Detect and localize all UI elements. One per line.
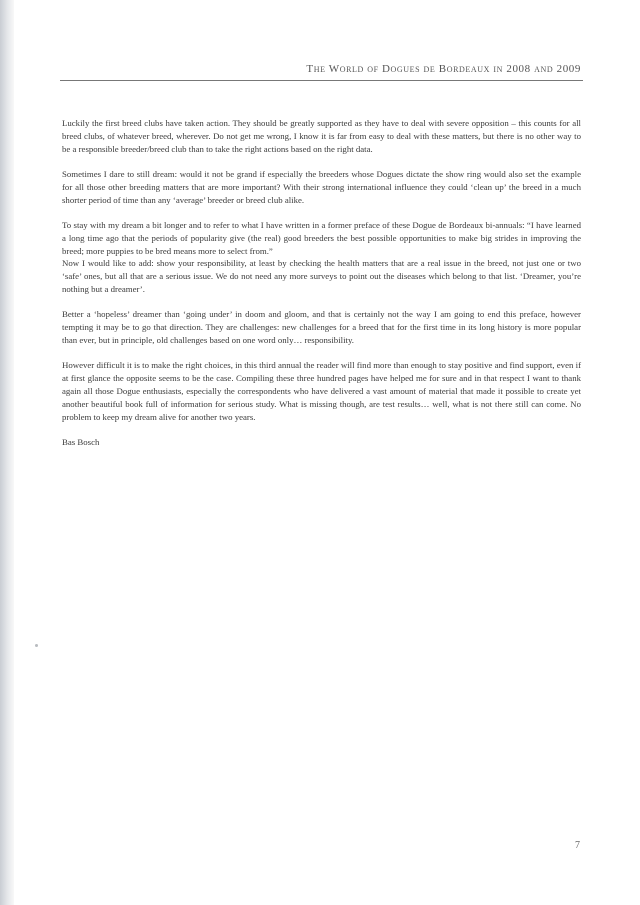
paragraph: Better a ‘hopeless’ dreamer than ‘going under’ in doom and gloom, and that is certainly not the way I am going to end this preface, however tempting it may be to go that direction. They are challenges: new challenges for a breed that for the first time in its long history is more popular than ever, but in principle, old challenges based on one word only… responsibility. <box>62 309 581 345</box>
paragraph: Now I would like to add: show your responsibility, at least by checking the health matters that are a real issue in the breed, not just one or two ‘safe’ ones, but all that are a serious issue. We do not need any more surveys to point out the diseases which belong to that list. ‘Dreamer, you’re nothing but a dreamer’. <box>62 258 581 294</box>
running-header-title: The World of Dogues de Bordeaux in 2008 and 2009 <box>306 63 581 75</box>
scan-speck <box>35 644 38 647</box>
body-text <box>62 117 581 461</box>
author-signature: Bas Bosch <box>62 436 100 447</box>
paragraph: Sometimes I dare to still dream: would it not be grand if especially the breeders whose Dogues dictate the show ring would also set the example for all those other breeding matters that are more important? With their strong international influence they could ‘clean up’ the breed in a much shorter period of time than any ‘average’ breeder or breed club alike. <box>62 168 581 205</box>
paragraph: To stay with my dream a bit longer and to refer to what I have written in a former preface of these Dogue de Bordeaux bi-annuals: “I have learned a long time ago that the periods of popularity give (the real) good breeders the best possible opportunities to make big strides in improving the breed; more puppies to be bred means more to select from.” <box>62 219 581 256</box>
scan-edge-shadow <box>0 0 14 905</box>
header-rule <box>60 80 583 81</box>
page-number: 7 <box>575 840 580 851</box>
paragraph: Luckily the first breed clubs have taken action. They should be greatly supported as they have to deal with severe opposition – this counts for all breed clubs, of whatever breed, wherever. Do not get me wrong, I know it is far from easy to deal with these matters, but there is no other way to be a responsible breeder/breed club than to take the right actions based on the right data. <box>62 118 581 154</box>
paragraph: However difficult it is to make the right choices, in this third annual the reader will find more than enough to stay positive and find support, even if at first glance the opposite seems to be the case. Compiling these three hundred pages have helped me for sure and in that respect I want to thank again all those Dogue enthusiasts, especially the correspondents who have delivered a vast amount of material that made it possible to create yet another beautiful book full of information for serious study. What is missing though, are test results… well, what is not there still can come. No problem to keep my dream alive for another two years. <box>62 360 581 422</box>
